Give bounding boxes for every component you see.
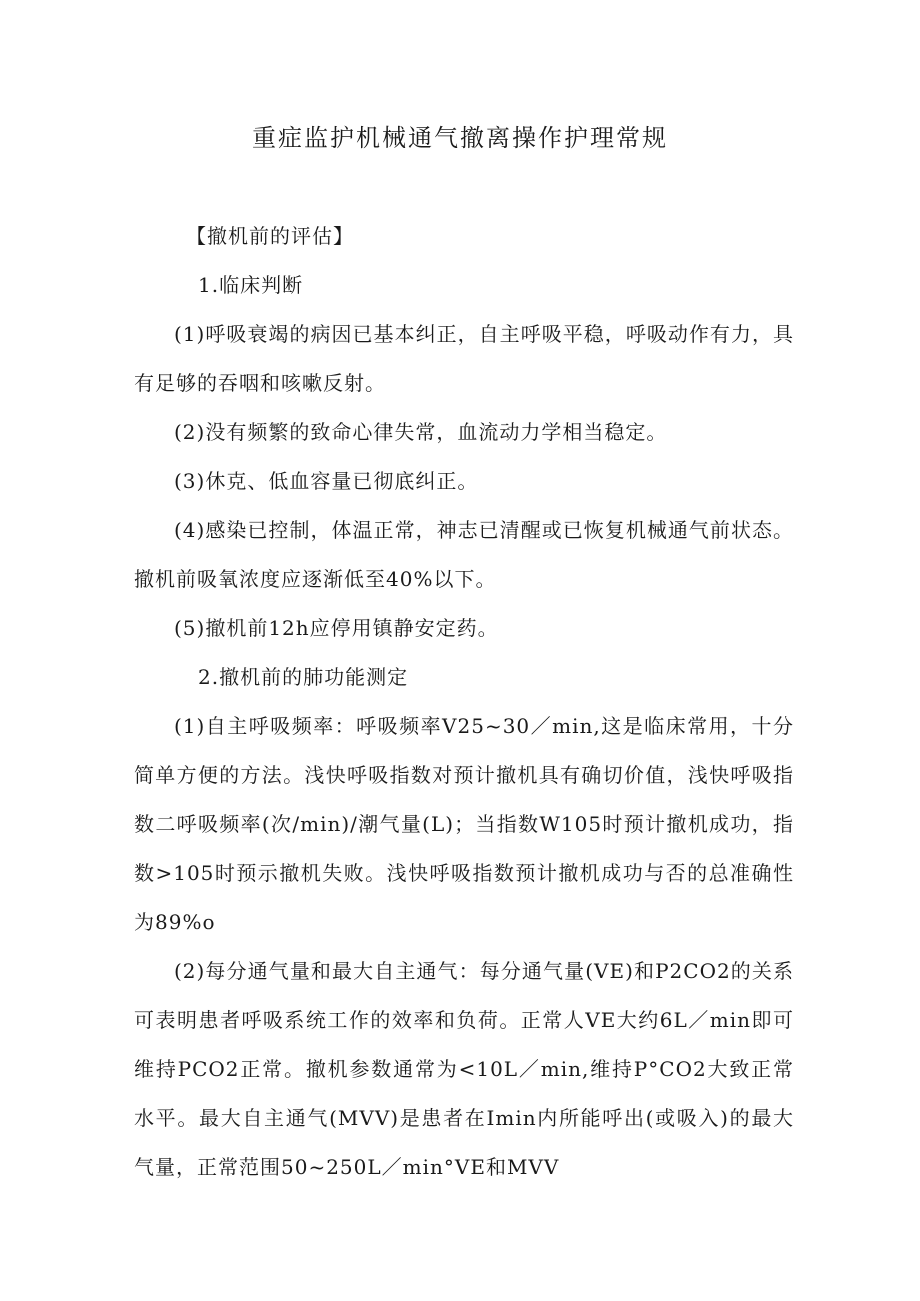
paragraph-item-2: (2)没有频繁的致命心律失常，血流动力学相当稳定。 <box>174 420 668 444</box>
subheading-clinical-judgment: 1.临床判断 <box>198 273 304 297</box>
document-title: 重症监护机械通气撤离操作护理常规 <box>252 124 668 152</box>
paragraph-lung-1: (1)自主呼吸频率：呼吸频率V25~30／min,这是临床常用，十分简单方便的方法。浅快呼吸指数对预计撤机具有确切价值，浅快呼吸指数二呼吸频率(次/min)/潮气量(L)；当指数W105时预计撤机成功，指数>105时预示撤机失败。浅快呼吸指数预计撤机成功与否的总准确性为89%o <box>134 714 794 934</box>
section-heading-assessment: 【撤机前的评估】 <box>186 224 354 248</box>
paragraph-item-5: (5)撤机前12h应停用镇静安定药。 <box>174 616 499 640</box>
document-body <box>134 212 794 1192</box>
paragraph-item-3: (3)休克、低血容量已彻底纠正。 <box>174 469 479 493</box>
paragraph-lung-2: (2)每分通气量和最大自主通气：每分通气量(VE)和P2CO2的关系可表明患者呼吸系统工作的效率和负荷。正常人VE大约6L／min即可维持PCO2正常。撤机参数通常为<10L／min,维持P°CO2大致正常水平。最大自主通气(MVV)是患者在Imin内所能呼出(或吸入)的最大气量，正常范围50~250L／min°VE和MVV <box>134 959 794 1179</box>
paragraph-item-4: (4)感染已控制，体温正常，神志已清醒或已恢复机械通气前状态。撤机前吸氧浓度应逐渐低至40%以下。 <box>134 518 794 591</box>
subheading-lung-function: 2.撤机前的肺功能测定 <box>198 665 409 689</box>
paragraph-item-1: (1)呼吸衰竭的病因已基本纠正，自主呼吸平稳，呼吸动作有力，具有足够的吞咽和咳嗽反射。 <box>134 322 794 395</box>
